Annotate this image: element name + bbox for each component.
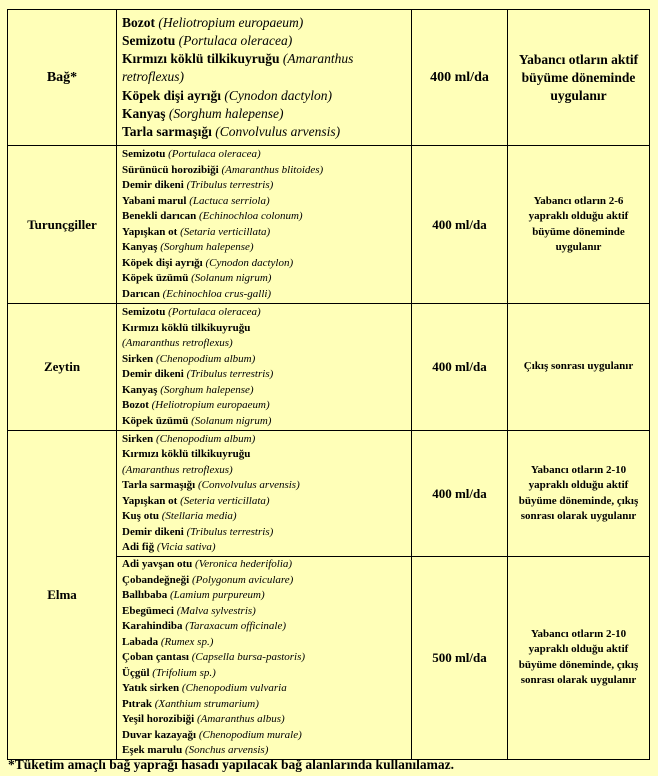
weed-scientific-name: (Malva sylvestris) (176, 604, 256, 617)
weed-item (122, 478, 408, 494)
weed-list (117, 304, 412, 431)
weed-common-name: Eşek marulu (122, 744, 183, 756)
weed-scientific-name: (Trifolium sp.) (152, 666, 216, 679)
weed-scientific-name: (Echinochloa colonum) (199, 210, 303, 222)
weed-common-name: Darıcan (122, 287, 160, 300)
weed-common-name: Üçgül (122, 666, 150, 679)
weed-scientific-name: (Amaranthus (282, 51, 354, 67)
weed-item (122, 123, 408, 141)
weed-item (122, 383, 408, 399)
herbicide-table (7, 9, 650, 760)
timing-cell: Yabancı otların 2-10 yapraklı olduğu aktif büyüme döneminde, çıkış sonrası olarak uygulanır (508, 557, 650, 760)
weed-scientific-name: (Chenopodium album) (155, 352, 256, 365)
weed-common-name: Bozot (122, 14, 155, 30)
weed-list (117, 431, 412, 557)
weed-common-name: Kırmızı köklü tilkikuyruğu (122, 448, 251, 460)
table-row (8, 10, 650, 146)
weed-common-name: Çoban çantası (122, 651, 189, 663)
weed-scientific-name: (Heliotropium europaeum) (151, 399, 270, 411)
weed-item (122, 209, 408, 225)
dose-cell: 400 ml/da (412, 431, 508, 557)
weed-scientific-name: (Amaranthus albus) (196, 713, 285, 725)
weed-scientific-name: (Heliotropium europaeum) (158, 14, 304, 30)
weed-common-name: Adi yavşan otu (122, 558, 193, 570)
weed-item (122, 447, 408, 463)
weed-scientific-name: (Chenopodium vulvaria (181, 682, 287, 694)
weed-item (122, 525, 408, 541)
weed-common-name: Sürünücü horozibiği (122, 163, 219, 176)
weed-item (122, 287, 408, 303)
weed-common-name: Kırmızı köklü tilkikuyruğu (122, 321, 251, 334)
weed-scientific-name: (Tribulus terrestris) (186, 525, 274, 538)
weed-scientific-name: (Xanthium strumarium) (154, 697, 259, 710)
weed-common-name: Pıtrak (122, 697, 152, 710)
weed-common-name: Ballıbaba (122, 589, 168, 601)
weed-scientific-name: (Cynodon dactylon) (224, 87, 332, 103)
dose-cell: 400 ml/da (412, 10, 508, 146)
weed-scientific-name: (Taraxacum officinale) (185, 620, 286, 632)
weed-common-name: Köpek dişi ayrığı (122, 87, 222, 103)
weed-scientific-name: (Convolvulus arvensis) (198, 479, 300, 491)
weed-item (122, 271, 408, 287)
weed-common-name: Yatık sirken (122, 682, 180, 694)
weed-scientific-name: (Polygonum aviculare) (192, 573, 294, 586)
weed-scientific-name: (Stellaria media) (161, 510, 237, 522)
weed-item (122, 604, 408, 620)
weed-item (122, 666, 408, 682)
weed-scientific-name: (Cynodon dactylon) (205, 256, 294, 269)
weed-item (122, 50, 408, 68)
weed-common-name: Labada (122, 635, 159, 648)
weed-item (122, 178, 408, 194)
weed-scientific-name: (Tribulus terrestris) (186, 368, 274, 380)
weed-scientific-name: (Convolvulus arvensis) (215, 124, 341, 139)
weed-common-name: Demir dikeni (122, 368, 184, 380)
weed-scientific-name: (Echinochloa crus-galli) (162, 287, 272, 300)
weed-scientific-name: (Amaranthus blitoides) (221, 163, 324, 176)
weed-item (122, 352, 408, 368)
weed-list (117, 557, 412, 760)
timing-cell: Yabancı otların aktif büyüme döneminde uygulanır (508, 10, 650, 146)
crop-cell: Bağ* (8, 10, 117, 146)
weed-common-name: Tarla sarmaşığı (122, 479, 196, 491)
weed-scientific-name: (Portulaca oleracea) (178, 32, 293, 48)
weed-scientific-name: (Tribulus terrestris) (186, 179, 274, 191)
weed-common-name: Ebegümeci (122, 604, 174, 617)
weed-list (117, 10, 412, 146)
weed-scientific-name: (Chenopodium album) (155, 432, 256, 445)
weed-common-name: Sirken (122, 432, 154, 445)
weed-common-name: Semizotu (122, 32, 176, 48)
weed-scientific-name: (Sorghum halepense) (168, 105, 284, 121)
weed-scientific-name: (Veronica hederifolia) (195, 558, 293, 570)
weed-scientific-name: (Sonchus arvensis) (184, 744, 269, 756)
weed-common-name: Bozot (122, 399, 149, 411)
crop-cell: Elma (8, 431, 117, 760)
weed-scientific-name: (Rumex sp.) (160, 635, 214, 648)
weed-common-name: Yapışkan ot (122, 225, 178, 238)
crop-cell: Zeytin (8, 304, 117, 431)
weed-common-name: Kırmızı köklü tilkikuyruğu (122, 51, 280, 67)
weed-scientific-name: (Portulaca oleracea) (168, 306, 261, 318)
weed-common-name: Demir dikeni (122, 525, 184, 538)
weed-item (122, 557, 408, 573)
weed-common-name: Köpek üzümü (122, 272, 189, 284)
weed-common-name: Adi fiğ (122, 541, 155, 553)
weed-common-name: Yeşil horozibiği (122, 713, 195, 725)
weed-common-name: Tarla sarmaşığı (122, 124, 212, 139)
weed-common-name: Demir dikeni (122, 179, 184, 191)
weed-item (122, 32, 408, 50)
weed-scientific-name: (Setaria verticillata) (180, 225, 271, 238)
weed-item (122, 494, 408, 510)
timing-cell: Çıkış sonrası uygulanır (508, 304, 650, 431)
weed-item (122, 305, 408, 321)
weed-common-name: Kanyaş (122, 383, 158, 396)
weed-scientific-name: (Lamium purpureum) (170, 589, 265, 601)
footnote: *Tüketim amaçlı bağ yaprağı hasadı yapılacak bağ alanlarında kullanılamaz. (8, 757, 454, 772)
weed-common-name: Köpek üzümü (122, 414, 189, 427)
timing-cell: Yabancı otların 2-10 yapraklı olduğu aktif büyüme döneminde, çıkış sonrası olarak uygulanır (508, 431, 650, 557)
weed-scientific-name-continued: (Amaranthus retroflexus) (122, 337, 233, 349)
weed-item (122, 432, 408, 448)
table-row (8, 146, 650, 304)
weed-item (122, 540, 408, 556)
weed-item (122, 321, 408, 337)
weed-common-name: Semizotu (122, 148, 166, 160)
weed-common-name: Kanyaş (122, 241, 158, 253)
dose-cell: 500 ml/da (412, 557, 508, 760)
weed-item (122, 14, 408, 32)
weed-item (122, 414, 408, 430)
weed-item (122, 588, 408, 604)
weed-scientific-name: (Sorghum halepense) (160, 383, 254, 396)
weed-item (122, 367, 408, 383)
weed-item (122, 681, 408, 697)
weed-common-name: Karahindiba (122, 620, 183, 632)
weed-item (122, 163, 408, 179)
dose-cell: 400 ml/da (412, 304, 508, 431)
weed-common-name: Kanyaş (122, 105, 166, 121)
weed-item (122, 105, 408, 123)
weed-item (122, 87, 408, 105)
table-row (8, 431, 650, 557)
weed-common-name: Çobandeğneği (122, 573, 190, 586)
weed-scientific-name-continued: retroflexus) (122, 69, 184, 85)
weed-common-name: Köpek dişi ayrığı (122, 256, 203, 269)
weed-common-name: Yapışkan ot (122, 494, 178, 507)
crop-cell: Turunçgiller (8, 146, 117, 304)
weed-item (122, 635, 408, 651)
weed-item (122, 728, 408, 744)
weed-common-name: Duvar kazayağı (122, 728, 197, 741)
weed-scientific-name: (Capsella bursa-pastoris) (191, 651, 306, 663)
weed-item (122, 194, 408, 210)
weed-scientific-name-continued: (Amaranthus retroflexus) (122, 463, 233, 476)
weed-item (122, 712, 408, 728)
weed-common-name: Sirken (122, 352, 154, 365)
weed-scientific-name: (Seteria verticillata) (180, 494, 270, 507)
weed-scientific-name: (Sorghum halepense) (160, 241, 254, 253)
weed-item (122, 240, 408, 256)
weed-item (122, 573, 408, 589)
weed-scientific-name: (Lactuca serriola) (189, 194, 270, 207)
weed-item (122, 697, 408, 713)
dose-cell: 400 ml/da (412, 146, 508, 304)
weed-item (122, 225, 408, 241)
table-row (8, 304, 650, 431)
weed-common-name: Kuş otu (122, 510, 159, 522)
weed-item (122, 650, 408, 666)
weed-item (122, 619, 408, 635)
weed-scientific-name: (Portulaca oleracea) (168, 148, 261, 160)
weed-list (117, 146, 412, 304)
weed-common-name: Benekli darıcan (122, 210, 197, 222)
weed-common-name: Semizotu (122, 306, 166, 318)
weed-item (122, 256, 408, 272)
weed-item (122, 147, 408, 163)
weed-scientific-name: (Solanum nigrum) (191, 272, 272, 284)
weed-item (122, 509, 408, 525)
weed-scientific-name: (Chenopodium murale) (198, 728, 302, 741)
weed-item (122, 398, 408, 414)
weed-scientific-name: (Solanum nigrum) (191, 414, 272, 427)
weed-scientific-name: (Vicia sativa) (156, 541, 216, 553)
weed-common-name: Yabani marul (122, 194, 187, 207)
timing-cell: Yabancı otların 2-6 yapraklı olduğu aktif büyüme döneminde uygulanır (508, 146, 650, 304)
